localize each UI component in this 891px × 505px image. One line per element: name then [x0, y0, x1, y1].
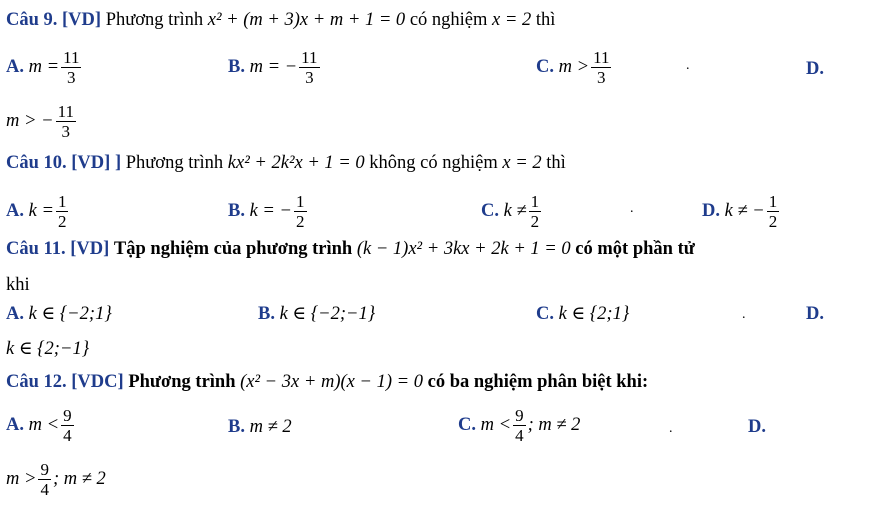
question-9-option-b[interactable]	[228, 48, 322, 87]
fraction	[767, 192, 780, 231]
question-11-text: Tập nghiệm của phương trình	[113, 239, 353, 259]
question-10-option-d[interactable]	[702, 192, 781, 231]
option-expression: k ∈ {−2;−1}	[279, 304, 376, 324]
option-letter: A.	[6, 304, 24, 324]
option-letter: D.	[702, 200, 720, 221]
fraction	[38, 460, 51, 499]
fraction	[513, 406, 526, 445]
question-11-option-c[interactable]	[536, 303, 629, 325]
option-lhs: m >	[6, 468, 37, 489]
separator-dot: .	[686, 58, 690, 73]
fraction-numerator: 11	[301, 48, 318, 67]
question-11-option-d[interactable]	[806, 303, 824, 325]
fraction-denominator: 4	[515, 426, 524, 445]
fraction-denominator: 3	[597, 68, 606, 87]
option-letter: B.	[258, 304, 275, 324]
question-11-stem	[6, 238, 695, 260]
fraction-numerator: 1	[57, 192, 67, 211]
option-lhs: k ≠	[503, 200, 527, 221]
question-12-option-a[interactable]	[6, 406, 76, 445]
question-9-text: Phương trình	[105, 10, 204, 30]
option-letter: C.	[458, 414, 476, 435]
fraction-numerator: 11	[57, 102, 74, 121]
fraction-denominator: 2	[768, 212, 778, 231]
fraction-numerator: 1	[768, 192, 778, 211]
fraction	[591, 48, 611, 87]
question-9-option-d-value[interactable]	[6, 102, 78, 141]
option-expression: k ∈ {−2;1}	[28, 304, 112, 324]
question-9-option-c[interactable]	[536, 48, 613, 87]
fraction-numerator: 9	[515, 406, 524, 425]
option-lhs: m > −	[6, 110, 54, 131]
option-lhs: m =	[28, 56, 60, 77]
option-lhs: m = −	[249, 56, 298, 77]
question-12-option-b[interactable]	[228, 416, 292, 438]
option-expression: k ∈ {2;−1}	[6, 339, 90, 359]
question-12-text: Phương trình	[128, 372, 236, 392]
question-11-option-b[interactable]	[258, 303, 375, 325]
question-10-equation: kx² + 2k²x + 1 = 0	[227, 153, 365, 173]
question-12-equation: (x² − 3x + m)(x − 1) = 0	[240, 372, 424, 392]
separator-dot: .	[630, 201, 634, 216]
separator-dot: .	[669, 421, 673, 436]
option-rest: ; m ≠ 2	[527, 414, 581, 435]
option-lhs: m <	[28, 414, 60, 435]
question-10-option-b[interactable]	[228, 192, 309, 231]
fraction-denominator: 2	[57, 212, 67, 231]
question-12-tail: có ba nghiệm phân biệt khi:	[427, 372, 649, 392]
option-expression: m ≠ 2	[249, 417, 292, 437]
question-10-option-c[interactable]	[481, 192, 543, 231]
question-11-option-a[interactable]	[6, 303, 112, 325]
question-10-root: x = 2	[502, 153, 542, 173]
fraction-denominator: 2	[530, 212, 540, 231]
separator-dot: .	[742, 307, 746, 322]
option-lhs: k = −	[249, 200, 293, 221]
question-10-label: Câu 10. [VD] ]	[6, 153, 122, 173]
question-9-equation: x² + (m + 3)x + m + 1 = 0	[207, 10, 406, 30]
question-11-continuation: khi	[6, 275, 30, 295]
fraction-denominator: 4	[63, 426, 72, 445]
option-rest: ; m ≠ 2	[52, 468, 106, 489]
question-12-option-d[interactable]	[748, 416, 766, 438]
fraction	[529, 192, 542, 231]
option-letter: A.	[6, 56, 24, 77]
question-11-label: Câu 11. [VD]	[6, 239, 110, 259]
fraction-numerator: 11	[63, 48, 80, 67]
question-9-label: Câu 9. [VD]	[6, 10, 102, 30]
option-lhs: m >	[558, 56, 590, 77]
fraction-denominator: 3	[67, 68, 76, 87]
question-12-option-d-value[interactable]	[6, 460, 106, 499]
option-letter: D.	[806, 59, 824, 79]
option-letter: C.	[536, 304, 554, 324]
question-10-text: Phương trình	[125, 153, 224, 173]
question-11-tail: có một phần tử	[575, 239, 695, 259]
option-letter: A.	[6, 414, 24, 435]
question-9-option-a[interactable]	[6, 48, 83, 87]
fraction-numerator: 1	[530, 192, 540, 211]
option-expression: k ∈ {2;1}	[558, 304, 630, 324]
option-letter: B.	[228, 56, 245, 77]
question-11-equation: (k − 1)x² + 3kx + 2k + 1 = 0	[356, 239, 571, 259]
option-letter: D.	[748, 417, 766, 437]
option-letter: B.	[228, 417, 245, 437]
question-10-condition: không có nghiệm	[369, 153, 498, 173]
fraction-denominator: 2	[296, 212, 305, 231]
option-letter: D.	[806, 304, 824, 324]
question-9-condition: có nghiệm	[409, 10, 488, 30]
fraction-denominator: 3	[61, 122, 71, 141]
question-9-end: thì	[535, 10, 556, 30]
option-letter: C.	[536, 56, 554, 77]
question-11-option-d-value[interactable]	[6, 338, 89, 360]
option-lhs: k ≠ −	[724, 200, 765, 221]
fraction-numerator: 11	[593, 48, 610, 67]
fraction-denominator: 4	[40, 480, 49, 499]
fraction	[56, 192, 69, 231]
fraction	[61, 406, 74, 445]
option-letter: B.	[228, 200, 245, 221]
question-9-stem	[6, 9, 555, 31]
option-lhs: k =	[28, 200, 54, 221]
question-9-root: x = 2	[492, 10, 532, 30]
question-10-end: thì	[546, 153, 566, 173]
option-letter: C.	[481, 200, 499, 221]
option-letter: A.	[6, 200, 24, 221]
option-lhs: m <	[480, 414, 512, 435]
question-12-stem	[6, 371, 648, 393]
fraction-denominator: 3	[305, 68, 314, 87]
fraction	[299, 48, 319, 87]
fraction	[61, 48, 81, 87]
fraction	[56, 102, 76, 141]
question-12-option-c[interactable]	[458, 406, 580, 445]
fraction-numerator: 9	[40, 460, 49, 479]
fraction-numerator: 1	[296, 192, 305, 211]
question-10-option-a[interactable]	[6, 192, 70, 231]
question-10-stem	[6, 152, 566, 174]
fraction-numerator: 9	[63, 406, 72, 425]
question-9-option-d[interactable]	[806, 58, 824, 80]
question-12-label: Câu 12. [VDC]	[6, 372, 124, 392]
fraction	[294, 192, 307, 231]
